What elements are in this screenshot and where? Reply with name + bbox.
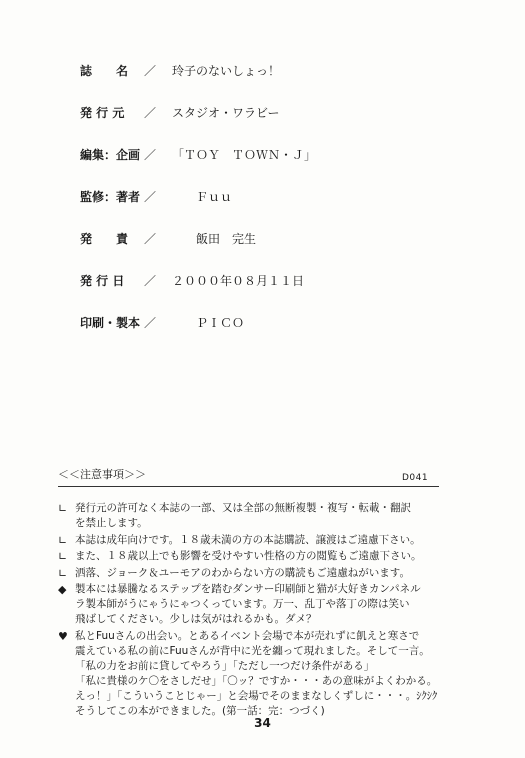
colophon-value: Ｆｕｕ [172,190,233,204]
colophon-value: ２０００年０８月１１日 [172,274,305,288]
notes-heading: ＜＜注意事項＞＞ [58,468,146,481]
colophon-row-author [80,188,440,208]
note-line: ラ製本師がうにゃうにゃつくっています。万一、乱丁や落丁の際は笑い [75,598,410,610]
note-bullet-icon: ∟ [58,550,68,563]
note-line: 発行元の許可なく本誌の一部、又は全部の無断複製・複写・転載・翻訳 [75,502,411,514]
note-bullet-icon: ◆ [58,583,67,596]
note-item [58,566,443,581]
note-item [58,501,443,531]
colophon-label: 監修：著者 [80,190,141,204]
colophon-row-printing [80,314,440,334]
colophon-label: 発 責 [80,232,129,246]
colophon-label: 誌 名 [80,64,129,78]
note-line: 飛ばしてください。少しは気がはれるかも。ダメ？ [75,613,317,625]
colophon-separator: ／ [144,148,157,162]
note-bullet-icon: ∟ [58,502,68,515]
colophon-value: 「ＴＯＹ ＴＯＷＮ・Ｊ」 [172,148,317,162]
colophon-value: 玲子のないしょっ！ [172,64,281,78]
note-line: 私とFuuさんの出会い。とあるイベント会場で本が売れずに飢えと寒さで [75,629,420,642]
colophon-row-responsible [80,230,440,250]
colophon-row-editing [80,146,440,166]
note-line: を禁止します。 [75,517,148,529]
note-line: 「私の力をお前に貸してやろう」「ただし一つだけ条件がある」 [75,659,375,672]
colophon-value: スタジオ・ワラビー [172,106,280,120]
note-line: 「私に貴様のケ〇をさしだせ」「〇ッ？ですか・・・あの意味がよくわかる。 [75,674,438,687]
note-line: そうしてこの本ができました。(第一話：完：つづく) [75,704,325,717]
note-line: 洒落、ジョーク＆ユーモアのわからない方の購読もご遠慮ねがいます。 [75,566,410,579]
notes-list [58,501,443,720]
note-line: 震えている私の前にFuuさんが背中に光を纏って現れました。そして一言。 [75,644,430,657]
catalog-code: D041 [402,473,429,483]
colophon-label: 印刷・製本 [80,316,141,330]
note-line: また、１８歳以上でも影響を受けやすい性格の方の閲覧もご遠慮下さい。 [75,550,422,562]
page-number: 34 [254,716,271,730]
colophon-value: 飯田 完生 [172,232,257,246]
divider [58,486,439,487]
note-bullet-icon: ♥ [58,629,68,643]
colophon-separator: ／ [144,316,157,330]
note-item [58,533,443,548]
colophon-separator: ／ [144,106,157,120]
colophon-separator: ／ [144,232,157,246]
colophon-label: 発 行 日 [80,274,125,288]
colophon-separator: ／ [144,190,157,204]
note-bullet-icon: ∟ [58,566,68,580]
colophon-label: 編集：企画 [80,148,141,162]
note-line: えっ！」「こういうことじゃー」と会場でそのままなしくずしに・・・。ｼｸｼｸ [75,689,438,702]
colophon-row-date [80,272,440,292]
colophon-row-title [80,62,440,82]
note-item [58,549,443,564]
colophon-row-publisher [80,104,440,124]
note-line: 製本には暴騰なるステップを踏むダンサー印刷師と猫が大好きカンパネル [75,583,421,595]
colophon-separator: ／ [144,64,157,78]
note-line: 本誌は成年向けです。１８歳未満の方の本誌購読、譲渡はご遠慮下さい。 [75,533,421,546]
note-item [58,582,443,627]
colophon-separator: ／ [144,274,157,288]
colophon-label: 発 行 元 [80,106,125,120]
colophon-value: ＰＩＣＯ [172,316,245,330]
note-item [58,629,443,719]
note-bullet-icon: ∟ [58,533,68,547]
